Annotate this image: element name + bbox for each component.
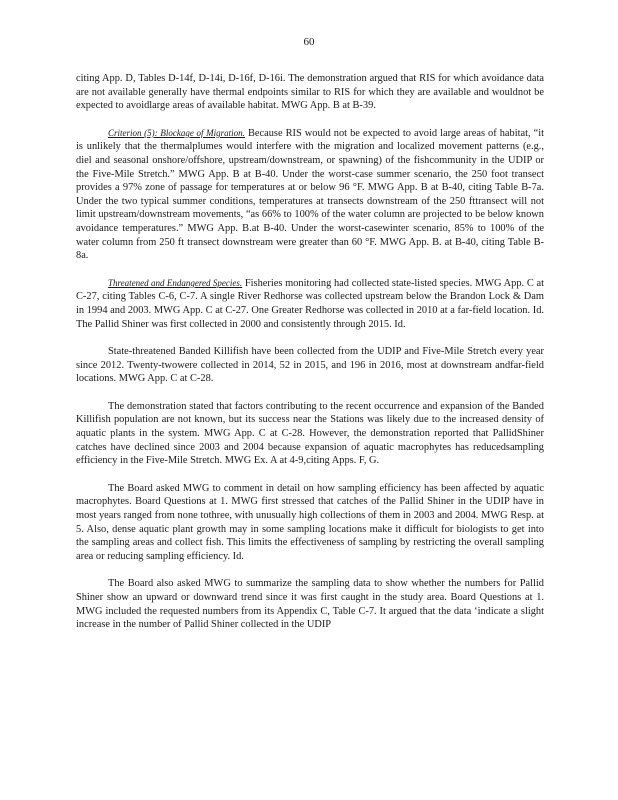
paragraph-blockage-of-migration xyxy=(76,127,544,263)
document-body xyxy=(76,72,544,646)
paragraph-text: Because RIS would not be expected to avoid large areas of habitat, “it is unlikely that the thermalplumes would interfere with the migration and localized movement patterns (e.g., diel and seasonal onshore/offshore, upstream/downstream, or spawning) of the fishcommunity in the UDIP or the Five-Mile Stretch.” MWG App. B at B-40. Under the worst-case summer scenario, the 250 foot transect provides a 97% zone of passage for temperatures at or below 96 °F. MWG App. B at B-40, citing Table B-7a. Under the two typical summer conditions, temperatures at transects downstream of the 250 fttransect will not limit upstream/downstream movements, “as 66% to 100% of the water column are projected to be below known avoidance temperatures.” MWG App. B.at B-40. Under the worst-casewinter scenario, 85% to 100% of the water column from 250 ft transect downstream were greater than 60 °F. MWG App. B. at B-40, citing Table B-8a. xyxy=(76,127,544,262)
section-heading-blockage-of-migration: Criterion (5): Blockage of Migration. xyxy=(108,127,245,138)
paragraph-text: Fisheries monitoring had collected state-listed species. MWG App. C at C-27, citing Tables C-6, C-7. A single River Redhorse was collected upstream below the Brandon Lock & Dam in 1994 and 2003. MWG App. C at C-27. One Greater Redhorse was collected in 2010 at a far-field location. Id. The Pallid Shiner was first collected in 2000 and consistently through 2015. Id. xyxy=(76,277,544,330)
page-number: 60 xyxy=(303,36,315,48)
paragraph-text: The Board also asked MWG to summarize the sampling data to show whether the numbers for Pallid Shiner show an upward or downward trend since it was first caught in the study area. Board Questions at 1. MWG included the requested numbers from its Appendix C, Table C-7. It argued that the data ‘indicate a slight increase in the number of Pallid Shiner collected in the UDIP xyxy=(76,578,544,631)
paragraph-pallid-shiner-trend xyxy=(76,577,544,631)
section-heading-threatened-endangered-species: Threatened and Endangered Species. xyxy=(108,277,243,288)
paragraph-banded-killifish xyxy=(76,345,544,386)
paragraph-text: State-threatened Banded Killifish have been collected from the UDIP and Five-Mile Stretch every year since 2012. Twenty-twowere collected in 2014, 52 in 2015, and 196 in 2016, most at downstream andfar-field locations. MWG App. C at C-28. xyxy=(76,346,544,385)
paragraph-text: The demonstration stated that factors contributing to the recent occurrence and expansion of the Banded Killifish population are not known, but its success near the Stations was likely due to the increased density of aquatic plants in the system. MWG App. C at C-28. However, the demonstration reported that PallidShiner catches have declined since 2003 and 2004 because expansion of aquatic macrophytes has reducedsampling efficiency in the Five-Mile Stretch. MWG Ex. A at 4-9,citing Apps. F, G. xyxy=(76,400,544,467)
paragraph-threatened-endangered-species xyxy=(76,277,544,331)
paragraph-text: The Board asked MWG to comment in detail on how sampling efficiency has been affected by aquatic macrophytes. Board Questions at 1. MWG first stressed that catches of the Pallid Shiner in the UDIP have in most years ranged from none tothree, with unusually high collections of them in 2003 and 2004. MWG Resp. at 5. Also, dense aquatic plant growth may in some sampling locations make it difficult for biologists to get into the sampling areas and collect fish. This limits the effectiveness of sampling by restricting the overall sampling area or reducing sampling efficiency. Id. xyxy=(76,482,544,562)
paragraph-sampling-efficiency xyxy=(76,482,544,564)
paragraph-text: citing App. D, Tables D-14f, D-14i, D-16f, D-16i. The demonstration argued that RIS for which avoidance data are not available generally have thermal endpoints similar to RIS for which they are available and wouldnot be expected to avoidlarge areas of available habitat. MWG App. B at B-39. xyxy=(76,73,544,112)
paragraph-avoidance-data xyxy=(76,72,544,113)
paragraph-killifish-expansion xyxy=(76,400,544,468)
